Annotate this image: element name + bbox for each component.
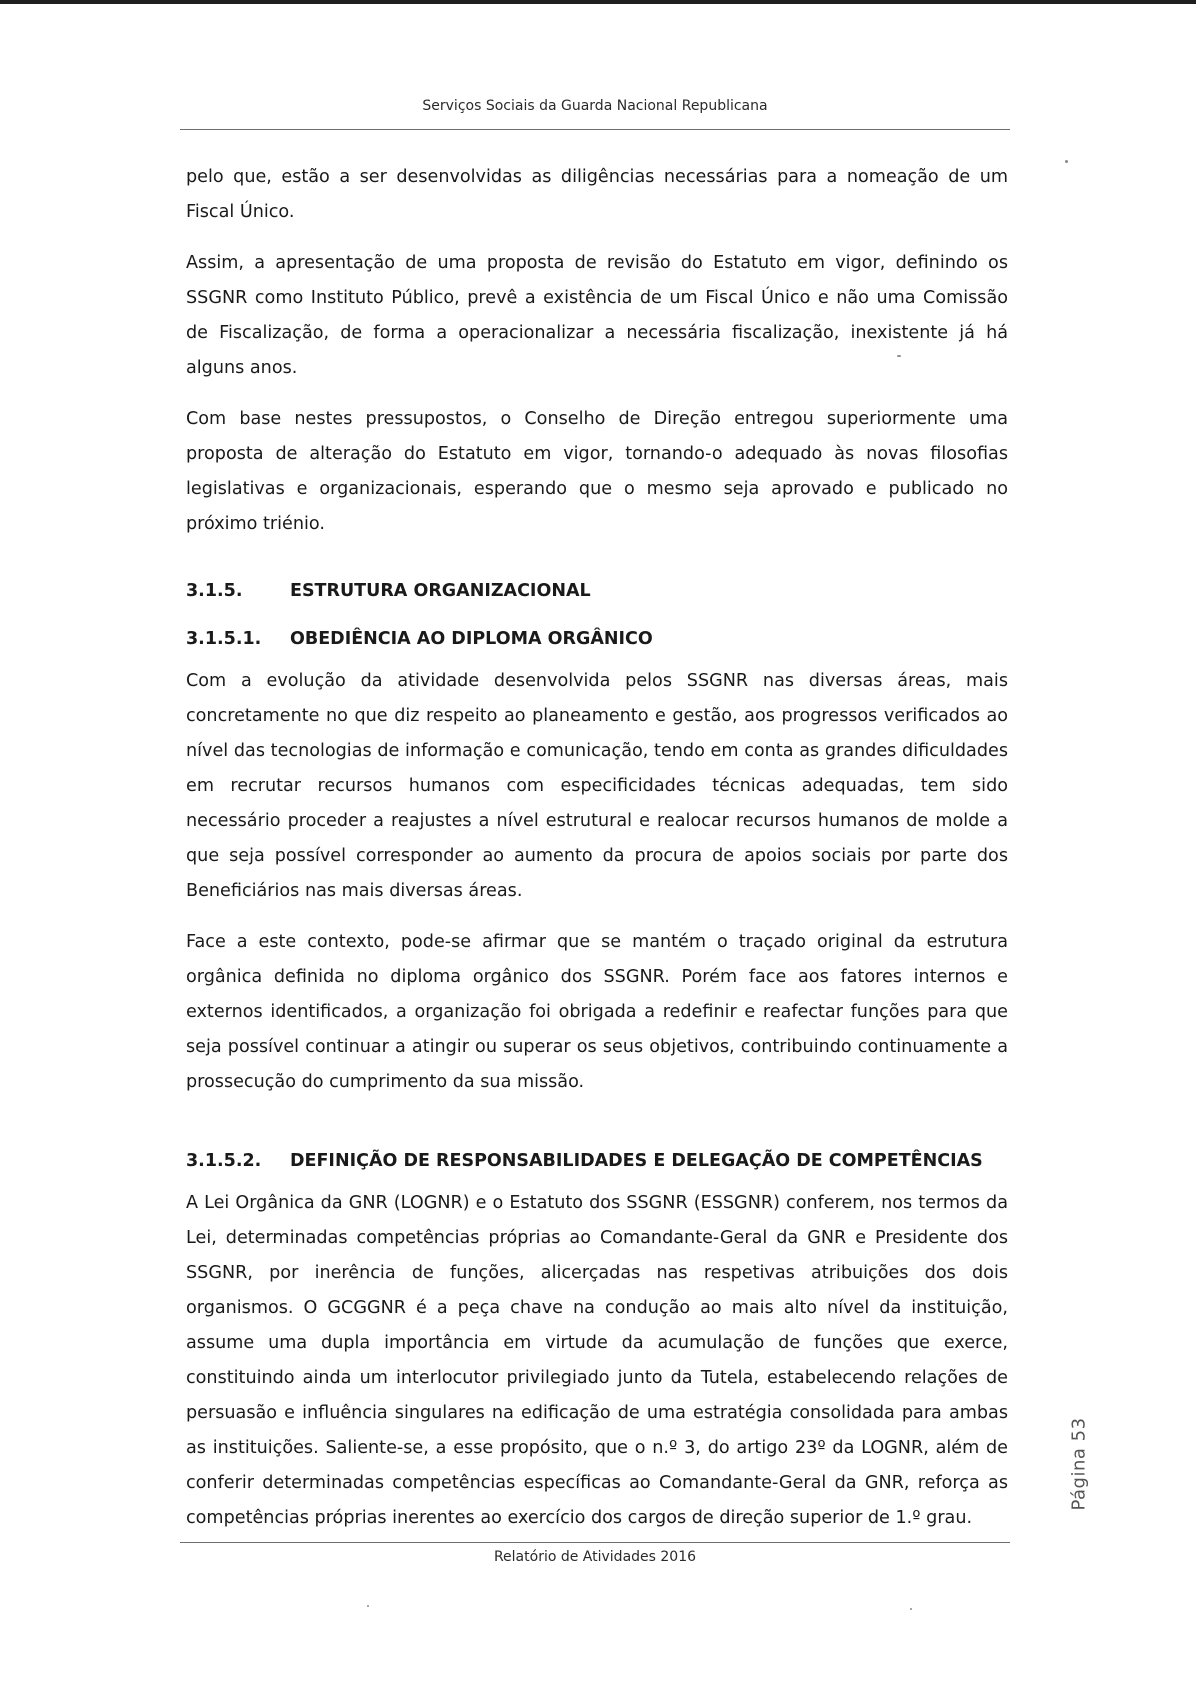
running-footer: Relatório de Atividades 2016 — [493, 1549, 697, 1565]
paragraph: A Lei Orgânica da GNR (LOGNR) e o Estatuto dos SSGNR (ESSGNR) conferem, nos termos da Lei, determinadas competências próprias ao Comandante-Geral da GNR e Presidente dos SSGNR, por inerência de funções, alicerçadas nas respetivas atribuições dos dois organismos. O GCGGNR é a peça chave na condução ao mais alto nível da instituição, assume uma dupla importância em virtude da acumulação de funções que exerce, constituindo ainda um interlocutor privilegiado junto da Tutela, estabelecendo relações de persuasão e influência singulares na edificação de uma estratégia consolidada para ambas as instituições. Saliente-se, a esse propósito, que o n.º 3, do artigo 23º da LOGNR, além de conferir determinadas competências específicas ao Comandante-Geral da GNR, reforça as competências próprias inerentes ao exercício dos cargos de direção superior de 1.º grau. — [186, 1193, 1008, 1528]
section-heading-3-1-5-1 — [186, 626, 1008, 652]
section-title: DEFINIÇÃO DE RESPONSABILIDADES E DELEGAÇÃO DE COMPETÊNCIAS — [290, 1151, 983, 1171]
paragraph: pelo que, estão a ser desenvolvidas as diligências necessárias para a nomeação de um Fiscal Único. — [186, 167, 1008, 222]
section-heading-3-1-5-2 — [186, 1148, 1008, 1174]
page-number-label: Página 53 — [1068, 1417, 1090, 1511]
page-body — [186, 160, 1008, 1536]
scan-speck — [1065, 160, 1068, 163]
paragraph: Com base nestes pressupostos, o Conselho de Direção entregou superiormente uma proposta de alteração do Estatuto em vigor, tornando-o adequado às novas filosofias legislativas e organizacionais, esperando que o mesmo seja aprovado e publicado no próximo triénio. — [186, 409, 1008, 534]
section-number: 3.1.5.1. — [186, 629, 262, 649]
scan-speck — [367, 1605, 369, 1607]
paragraph: Com a evolução da atividade desenvolvida pelos SSGNR nas diversas áreas, mais concretamente no que diz respeito ao planeamento e gestão, aos progressos verificados ao nível das tecnologias de informação e comunicação, tendo em conta as grandes dificuldades em recrutar recursos humanos com especificidades técnicas adequadas, tem sido necessário proceder a reajustes a nível estrutural e realocar recursos humanos de molde a que seja possível corresponder ao aumento da procura de apoios sociais por parte dos Beneficiários nas mais diversas áreas. — [186, 671, 1008, 901]
footer-divider — [180, 1542, 1010, 1543]
section-heading-3-1-5 — [186, 578, 1008, 604]
section-title: OBEDIÊNCIA AO DIPLOMA ORGÂNICO — [290, 629, 653, 649]
scan-top-edge — [0, 0, 1196, 4]
running-header: Serviços Sociais da Guarda Nacional Republicana — [422, 98, 768, 114]
section-number: 3.1.5.2. — [186, 1151, 262, 1171]
scan-speck — [897, 355, 901, 357]
section-number: 3.1.5. — [186, 581, 243, 601]
header-divider — [180, 129, 1010, 130]
scan-speck — [910, 1608, 912, 1610]
paragraph: Assim, a apresentação de uma proposta de revisão do Estatuto em vigor, definindo os SSGNR como Instituto Público, prevê a existência de um Fiscal Único e não uma Comissão de Fiscalização, de forma a operacionalizar a necessária fiscalização, inexistente já há alguns anos. — [186, 253, 1008, 378]
section-title: ESTRUTURA ORGANIZACIONAL — [290, 581, 591, 601]
paragraph: Face a este contexto, pode-se afirmar que se mantém o traçado original da estrutura orgânica definida no diploma orgânico dos SSGNR. Porém face aos fatores internos e externos identificados, a organização foi obrigada a redefinir e reafectar funções para que seja possível continuar a atingir ou superar os seus objetivos, contribuindo continuamente a prossecução do cumprimento da sua missão. — [186, 932, 1008, 1092]
